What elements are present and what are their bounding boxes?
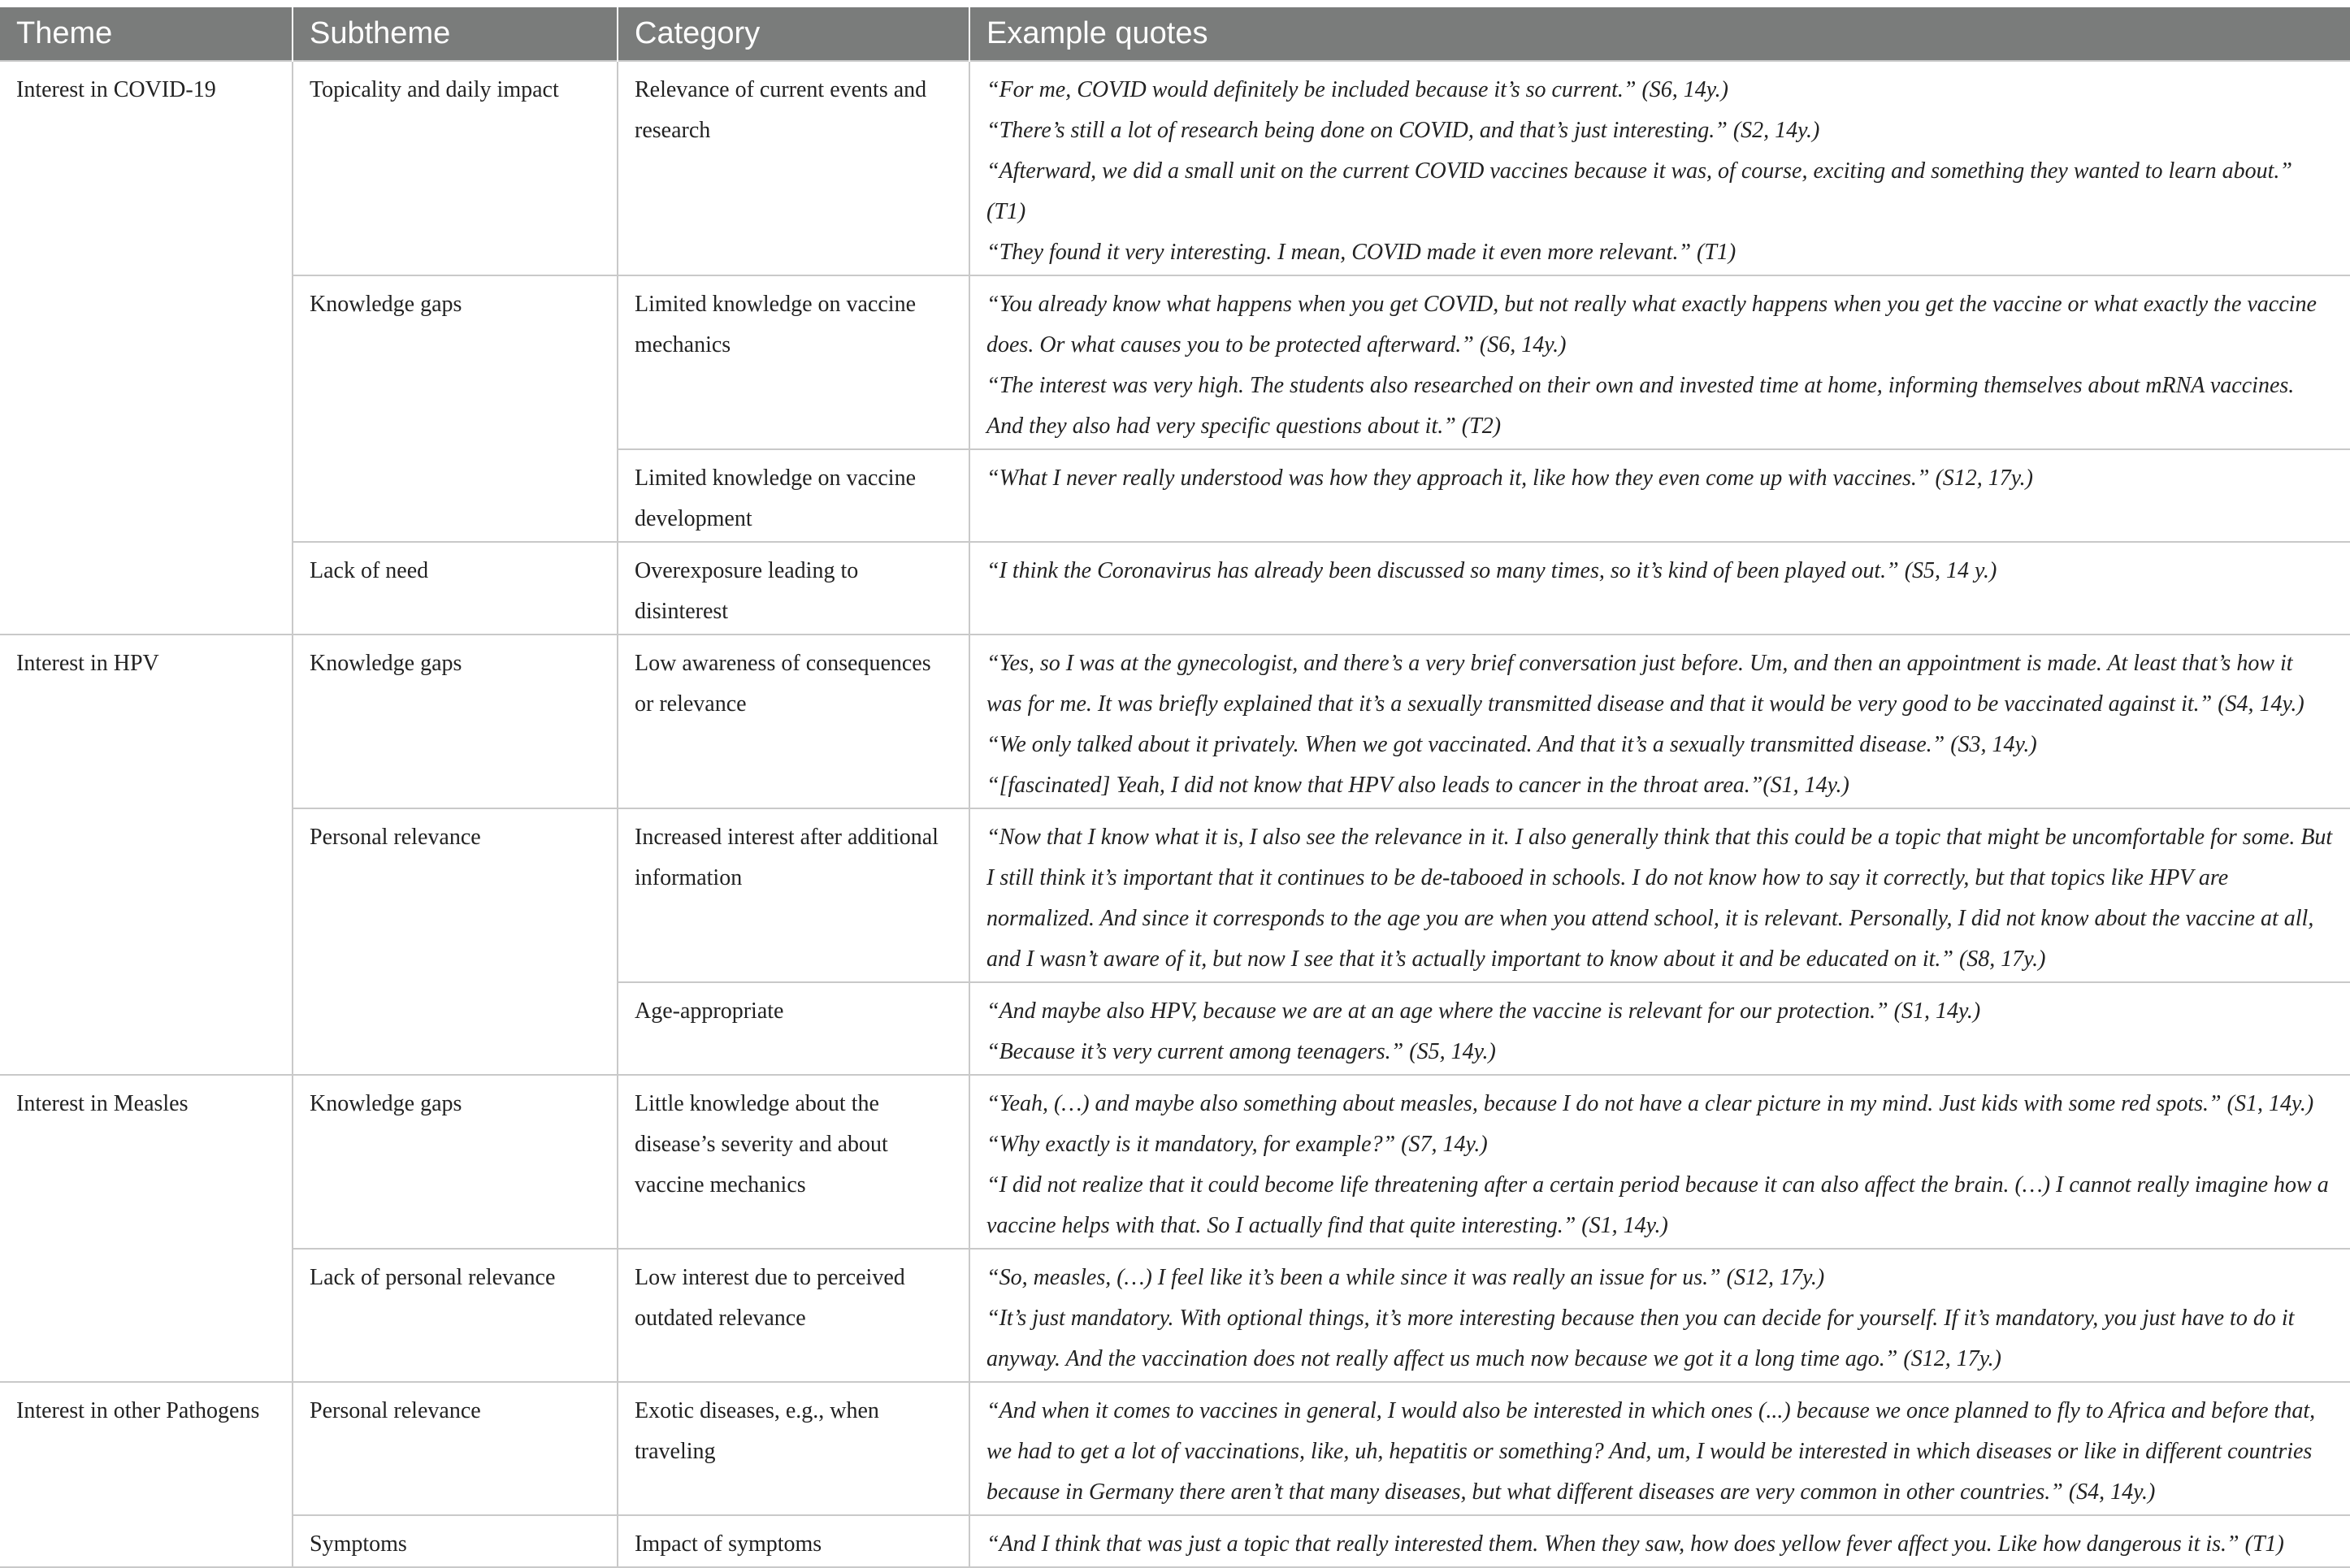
category-cell: Exotic diseases, e.g., when traveling [618, 1382, 969, 1515]
category-cell: Overexposure leading to disinterest [618, 542, 969, 635]
category-cell: Low interest due to perceived outdated relevance [618, 1249, 969, 1382]
quote: “There’s still a lot of research being done on COVID, and that’s just interesting.” (S2, 14y.) [986, 118, 1820, 143]
quotes-cell [969, 1249, 2350, 1382]
subtheme-cell: Knowledge gaps [293, 635, 618, 808]
quotes-cell [969, 808, 2350, 982]
table-row [0, 61, 2350, 275]
subtheme-cell: Knowledge gaps [293, 1075, 618, 1249]
quote: “Now that I know what it is, I also see the relevance in it. I also generally think that this could be a topic that might be uncomfortable for some. But I still think it’s important that it continues to be de-tabooed in schools. I do not know how to say it correctly, but that topics like HPV are normalized. And since it corresponds to the age you are when you attend school, it is relevant. Personally, I did not know about the vaccine at all, and I wasn’t aware of it, but now I see that it’s actually important to know about it and be educated on it.” (S8, 17y.) [986, 825, 2333, 972]
theme-cell: Interest in HPV [0, 635, 293, 1075]
quote: “The interest was very high. The students also researched on their own and invested time at home, informing themselves about mRNA vaccines. And they also had very specific questions about it.” (T2) [986, 373, 2295, 439]
quotes-cell [969, 635, 2350, 808]
quote: “And I think that was just a topic that really interested them. When they saw, how does yellow fever affect you. Like how dangerous it is.” (T1) [986, 1531, 2284, 1557]
table-row [0, 275, 2350, 449]
quote: “For me, COVID would definitely be included because it’s so current.” (S6, 14y.) [986, 77, 1728, 102]
header-category: Category [618, 7, 969, 61]
header-example-quotes: Example quotes [969, 7, 2350, 61]
quotes-cell [969, 1515, 2350, 1567]
quote: “Why exactly is it mandatory, for example?” (S7, 14y.) [986, 1132, 1488, 1157]
table-row [0, 542, 2350, 635]
category-cell: Limited knowledge on vaccine development [618, 449, 969, 542]
subtheme-cell: Personal relevance [293, 808, 618, 1075]
quote: “Yes, so I was at the gynecologist, and there’s a very brief conversation just before. Um, and then an appointment is made. At least that’s how it was for me. It was briefly explained that it’s a sexually transmitted disease and that it would be very good to be vaccinated against it.” (S4, 14y.) [986, 651, 2304, 717]
quote: “I think the Coronavirus has already been discussed so many times, so it’s kind of been played out.” (S5, 14 y.) [986, 558, 1997, 583]
subtheme-cell: Lack of personal relevance [293, 1249, 618, 1382]
quote: “And when it comes to vaccines in general, I would also be interested in which ones (...) because we once planned to fly to Africa and before that, we had to get a lot of vaccinations, like, uh, hepatitis or something? And, um, I would be interested in which diseases or like in different countries because in Germany there aren’t that many diseases, but what different diseases are very common in other countries.” (S4, 14y.) [986, 1398, 2316, 1505]
quote: “And maybe also HPV, because we are at an age where the vaccine is relevant for our protection.” (S1, 14y.) [986, 998, 1981, 1024]
quote: “It’s just mandatory. With optional things, it’s more interesting because then you can decide for yourself. If it’s mandatory, you just have to do it anyway. And the vaccination does not really affect us much now because we got it a long time ago.” (S12, 17y.) [986, 1306, 2295, 1371]
quote: “Because it’s very current among teenagers.” (S5, 14y.) [986, 1039, 1496, 1064]
quote: “[fascinated] Yeah, I did not know that HPV also leads to cancer in the throat area.”(S1, 14y.) [986, 773, 1849, 798]
quotes-cell [969, 1075, 2350, 1249]
quote: “So, measles, (…) I feel like it’s been a while since it was really an issue for us.” (S12, 17y.) [986, 1265, 1825, 1290]
quote: “We only talked about it privately. When we got vaccinated. And that it’s a sexually transmitted disease.” (S3, 14y.) [986, 732, 2037, 757]
category-cell: Limited knowledge on vaccine mechanics [618, 275, 969, 449]
quotes-cell [969, 542, 2350, 635]
category-cell: Relevance of current events and research [618, 61, 969, 275]
quotes-cell [969, 1382, 2350, 1515]
table-row [0, 1382, 2350, 1515]
quote: “You already know what happens when you get COVID, but not really what exactly happens when you get the vaccine or what exactly the vaccine does. Or what causes you to be protected afterward.” (S6, 14y.) [986, 292, 2317, 357]
header-row [0, 7, 2350, 61]
category-cell: Little knowledge about the disease’s severity and about vaccine mechanics [618, 1075, 969, 1249]
quote: “They found it very interesting. I mean, COVID made it even more relevant.” (T1) [986, 240, 1736, 265]
category-cell: Low awareness of consequences or relevance [618, 635, 969, 808]
theme-cell: Interest in other Pathogens [0, 1382, 293, 1567]
table-row [0, 1075, 2350, 1249]
header-theme: Theme [0, 7, 293, 61]
header-subtheme: Subtheme [293, 7, 618, 61]
category-cell: Impact of symptoms [618, 1515, 969, 1567]
table-row [0, 1515, 2350, 1567]
quote: “I did not realize that it could become life threatening after a certain period because it can also affect the brain. (…) I cannot really imagine how a vaccine helps with that. So I actually find that quite interesting.” (S1, 14y.) [986, 1172, 2329, 1238]
category-cell: Increased interest after additional information [618, 808, 969, 982]
quotes-cell [969, 982, 2350, 1075]
subtheme-cell: Knowledge gaps [293, 275, 618, 542]
table-body [0, 61, 2350, 1567]
table-row [0, 635, 2350, 808]
quote: “Yeah, (…) and maybe also something about measles, because I do not have a clear picture in my mind. Just kids with some red spots.” (S1, 14y.) [986, 1091, 2314, 1116]
quotes-cell [969, 61, 2350, 275]
quotes-cell [969, 449, 2350, 542]
quote: “What I never really understood was how they approach it, like how they even come up with vaccines.” (S12, 17y.) [986, 466, 2033, 491]
subtheme-cell: Symptoms [293, 1515, 618, 1567]
subtheme-cell: Topicality and daily impact [293, 61, 618, 275]
quote: “Afterward, we did a small unit on the current COVID vaccines because it was, of course, exciting and something they wanted to learn about.” (T1) [986, 158, 2292, 224]
table-row [0, 808, 2350, 982]
theme-cell: Interest in COVID-19 [0, 61, 293, 635]
subtheme-cell: Personal relevance [293, 1382, 618, 1515]
category-cell: Age-appropriate [618, 982, 969, 1075]
quotes-cell [969, 275, 2350, 449]
themes-table [0, 7, 2350, 1568]
theme-cell: Interest in Measles [0, 1075, 293, 1382]
table-header [0, 7, 2350, 61]
subtheme-cell: Lack of need [293, 542, 618, 635]
table-row [0, 1249, 2350, 1382]
